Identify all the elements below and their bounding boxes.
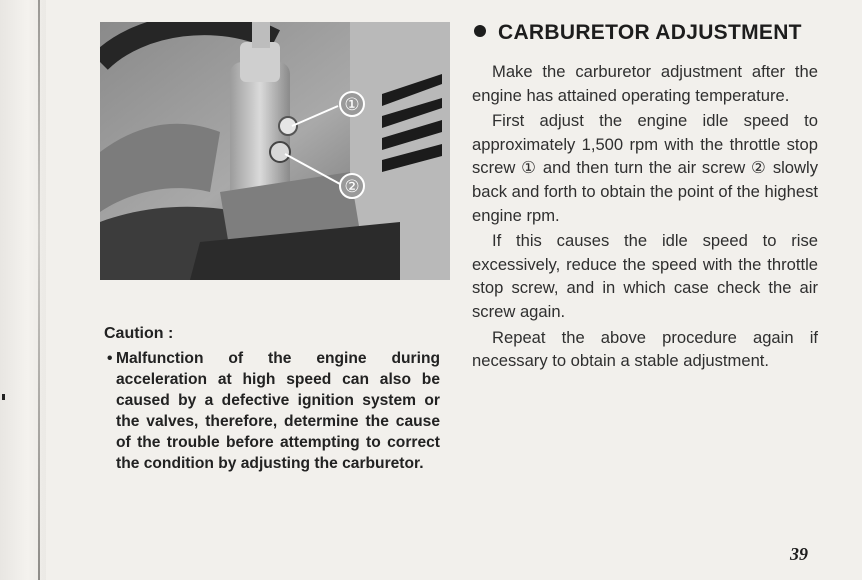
heading-bullet-icon [474,25,486,37]
margin-mark [2,394,5,400]
paragraph: First adjust the engine idle speed to approximately 1,500 rpm with the throttle stop screw ① and then turn the air screw ② slowly back and forth to obtain the point of the highest engine rpm. [472,111,818,225]
caution-text: Malfunction of the engine during acceleration at high speed can also be caused by a defective ignition system or the valves, therefore, determine the cause of the trouble before attempting to correct the condition by adjusting the carburetor. [116,350,440,472]
paragraph: Make the carburetor adjustment after the engine has attained operating temperature. [472,62,818,105]
section-heading [474,21,802,45]
caution-note [107,348,440,474]
section-heading-text: CARBURETOR ADJUSTMENT [498,21,802,44]
spine-fold-line [38,0,40,580]
page-number: 39 [790,544,808,564]
paragraph: Repeat the above procedure again if necessary to obtain a stable adjustment. [472,327,818,371]
bullet-icon: • [107,350,113,367]
section-body [472,60,818,375]
caution-title: Caution : [104,325,174,342]
callout-1-label: ① [344,95,360,115]
paragraph: If this causes the idle speed to rise excessively, reduce the speed with the throttle stop screw, and in which case check the air screw again. [472,231,818,321]
carburetor-photo [100,22,450,280]
callout-2-label: ② [344,177,360,197]
